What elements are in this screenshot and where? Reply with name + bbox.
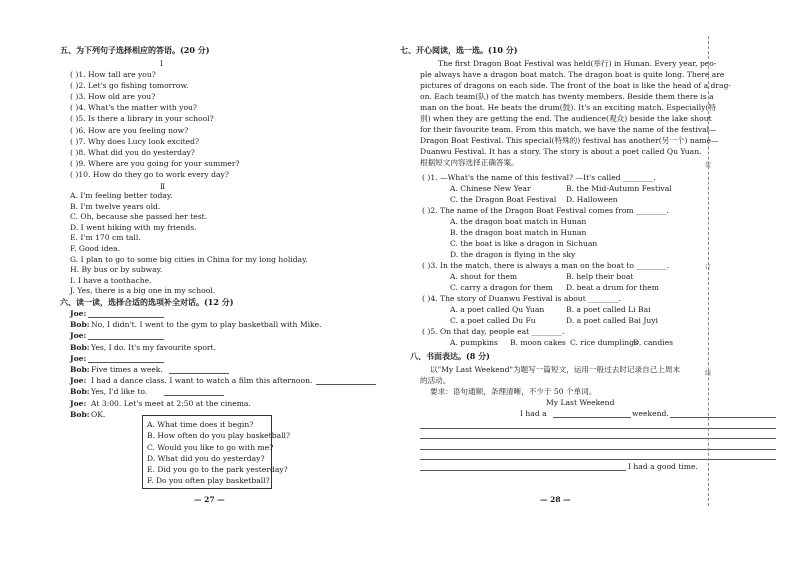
- reading-option: A. a poet called Qu Yuan: [450, 305, 545, 314]
- reading-option: C. the boat is like a dragon in Sichuan: [450, 239, 598, 248]
- box-option: A. What time does it begin?: [147, 420, 254, 429]
- question-item: ( )6. How are you feeling now?: [70, 125, 189, 135]
- reading-option: D. Halloween: [566, 195, 618, 204]
- reading-question: ( )3. In the match, there is always a man on the boat to ________.: [422, 261, 670, 270]
- page-number: — 28 —: [540, 495, 571, 504]
- binding-line: [708, 36, 709, 506]
- question-item: ( )5. Is there a library in your school?: [70, 114, 214, 124]
- dialogue-text: At 3:00. Let's meet at 2:50 at the cinema.: [91, 398, 251, 408]
- binding-mark: 订: [705, 264, 712, 271]
- passage-line: ple always have a dragon boat match. The dragon boat is quite long. There are: [420, 70, 725, 79]
- dialogue-text: No, I didn't. I went to the gym to play basketball with Mike.: [91, 320, 322, 330]
- answer-blank[interactable]: [88, 339, 164, 340]
- answer-option: I. I have a toothache.: [70, 275, 152, 285]
- reading-option: B. a poet called Li Bai: [566, 305, 651, 314]
- reading-option: C. rice dumplings: [570, 338, 638, 347]
- right-page: [400, 0, 800, 574]
- essay-start-text: I had a: [520, 409, 547, 418]
- box-option: C. Would you like to go with me?: [147, 442, 274, 452]
- box-option: B. How often do you play basketball?: [147, 431, 291, 441]
- passage-line: 根据短文内容选择正确答案。: [420, 158, 519, 167]
- reading-option: A. shout for them: [450, 272, 518, 281]
- box-option: E. Did you go to the park yesterday?: [147, 465, 288, 475]
- reading-option: A. Chinese New Year: [450, 184, 531, 193]
- answer-blank[interactable]: [164, 395, 224, 396]
- answer-option: A. I'm feeling better today.: [70, 191, 173, 200]
- question-item: ( )9. Where are you going for your summer?: [70, 158, 240, 168]
- passage-line: The first Dragon Boat Festival was held(举行) in Hunan. Every year, peo-: [438, 59, 717, 68]
- writing-line[interactable]: [670, 417, 776, 418]
- speaker-label: Bob:: [70, 365, 90, 374]
- dialogue-text: Five times a week.: [91, 365, 163, 374]
- answer-blank[interactable]: [316, 384, 376, 385]
- writing-prompt: 以"My Last Weekend"为题写一篇短文，运用一般过去时记录自己上周末: [430, 365, 681, 374]
- writing-line[interactable]: [420, 459, 776, 460]
- section-5-part-1-label: Ⅰ: [160, 59, 163, 68]
- section-8-title: 八、书面表达。(8 分): [410, 351, 490, 361]
- question-item: ( )10. How do they go to work every day?: [70, 169, 229, 179]
- speaker-label: Joe:: [70, 309, 87, 318]
- essay-end-text: I had a good time.: [628, 462, 698, 471]
- dialogue-text: OK.: [91, 409, 106, 419]
- reading-question: ( )2. The name of the Dragon Boat Festival comes from ________.: [422, 206, 669, 215]
- answer-option: C. Oh, because she passed her test.: [70, 212, 208, 222]
- answer-option: E. I'm 170 cm tall.: [70, 233, 141, 243]
- reading-option: C. a poet called Du Fu: [450, 316, 536, 325]
- passage-line: on. Each team(队) of the match has twenty members. Beside them there is a: [420, 92, 714, 101]
- reading-option: D. beat a drum for them: [566, 283, 659, 292]
- section-5-title: 五、为下列句子选择相应的答语。(20 分): [60, 45, 210, 55]
- answer-blank[interactable]: [88, 317, 164, 318]
- question-item: ( )8. What did you do yesterday?: [70, 147, 195, 157]
- writing-line[interactable]: [420, 438, 776, 439]
- passage-line: pictures of dragons on each side. The front of the boat is like the head of a drag-: [420, 81, 731, 90]
- reading-option: B. the Mid-Autumn Festival: [566, 184, 672, 193]
- speaker-label: Joe:: [70, 398, 87, 408]
- speaker-label: Joe:: [70, 331, 87, 341]
- essay-title: My Last Weekend: [546, 398, 615, 407]
- speaker-label: Joe:: [70, 376, 87, 386]
- question-item: ( )3. How old are you?: [70, 92, 156, 102]
- reading-question: ( )1. —What's the name of this festival? —It's called ________.: [422, 173, 656, 182]
- writing-line[interactable]: [420, 449, 776, 450]
- reading-option: C. carry a dragon for them: [450, 283, 553, 292]
- section-5-part-2-label: Ⅱ: [160, 182, 166, 191]
- reading-option: D. candies: [633, 338, 673, 347]
- answer-option: D. I went hiking with my friends.: [70, 222, 197, 232]
- passage-line: man on the boat. He beats the drum(鼓). It's an exciting match. Especially(特: [420, 103, 716, 112]
- essay-start-text-2: weekend.: [632, 409, 669, 418]
- writing-prompt-cont: 的活动。: [420, 376, 451, 385]
- reading-option: B. moon cakes: [510, 338, 566, 347]
- section-6-title: 六、读一读，选择合适的选项补全对话。(12 分): [60, 297, 234, 307]
- binding-mark: 装: [705, 162, 712, 169]
- answer-option: H. By bus or by subway.: [70, 265, 163, 275]
- page-number: — 27 —: [194, 495, 225, 504]
- reading-question: ( )4. The story of Duanwu Festival is about ________.: [422, 294, 621, 303]
- section-7-title: 七、开心阅读，选一选。(10 分): [400, 45, 518, 55]
- writing-line[interactable]: [420, 428, 776, 429]
- dialogue-options-box: [142, 415, 291, 489]
- dialogue-text: I had a dance class. I want to watch a film this afternoon.: [91, 376, 313, 386]
- speaker-label: Bob:: [70, 320, 90, 330]
- answer-blank[interactable]: [169, 373, 229, 374]
- speaker-label: Bob:: [70, 387, 90, 397]
- question-item: ( )2. Let's go fishing tomorrow.: [70, 81, 189, 91]
- dialogue-text: Yes, I do. It's my favourite sport.: [91, 342, 216, 352]
- answer-option: F. Good idea.: [70, 244, 121, 253]
- reading-option: A. pumpkins: [450, 338, 498, 347]
- question-item: ( )4. What's the matter with you?: [70, 103, 197, 113]
- answer-blank[interactable]: [88, 362, 164, 363]
- box-option: D. What did you do yesterday?: [147, 453, 265, 463]
- answer-option: G. I plan to go to some big cities in China for my long holiday.: [70, 254, 308, 264]
- box-option: F. Do you often play basketball?: [147, 476, 270, 486]
- answer-option: B. I'm twelve years old.: [70, 201, 161, 211]
- writing-requirement: 要求：语句通顺，条理清晰，不少于 50 个单词。: [430, 387, 597, 396]
- reading-option: C. the Dragon Boat Festival: [450, 195, 557, 204]
- passage-line: 别) when they are getting the end. The audience(观众) beside the lake shout: [420, 114, 712, 123]
- question-item: ( )1. How tall are you?: [70, 70, 156, 79]
- passage-line: for their favourite team. From this match, we have the name of the festival—: [420, 125, 717, 134]
- dialogue-text: Yes, I'd like to.: [91, 387, 148, 397]
- reading-question: ( )5. On that day, people eat ________.: [422, 327, 565, 336]
- reading-option: B. help their boat: [566, 272, 634, 281]
- reading-option: D. the dragon is flying in the sky: [450, 250, 576, 259]
- passage-line: Duanwu Festival. It has a story. The story is about a poet called Qu Yuan.: [420, 147, 702, 156]
- passage-line: Dragon Boat Festival. This special(特殊的) festival has another(另一个) name—: [420, 136, 719, 145]
- binding-mark: 线: [705, 370, 712, 377]
- essay-blank-line[interactable]: [553, 417, 631, 418]
- speaker-label: Joe:: [70, 353, 87, 363]
- answer-option: J. Yes, there is a big one in my school.: [70, 286, 216, 296]
- writing-line[interactable]: [420, 470, 626, 471]
- reading-option: D. a poet called Bai Juyi: [566, 316, 658, 325]
- question-item: ( )7. Why does Lucy look excited?: [70, 136, 200, 146]
- speaker-label: Bob:: [70, 409, 90, 419]
- speaker-label: Bob:: [70, 342, 90, 352]
- reading-option: B. the dragon boat match in Hunan: [450, 228, 587, 237]
- reading-option: A. the dragon boat match in Hunan: [450, 217, 587, 226]
